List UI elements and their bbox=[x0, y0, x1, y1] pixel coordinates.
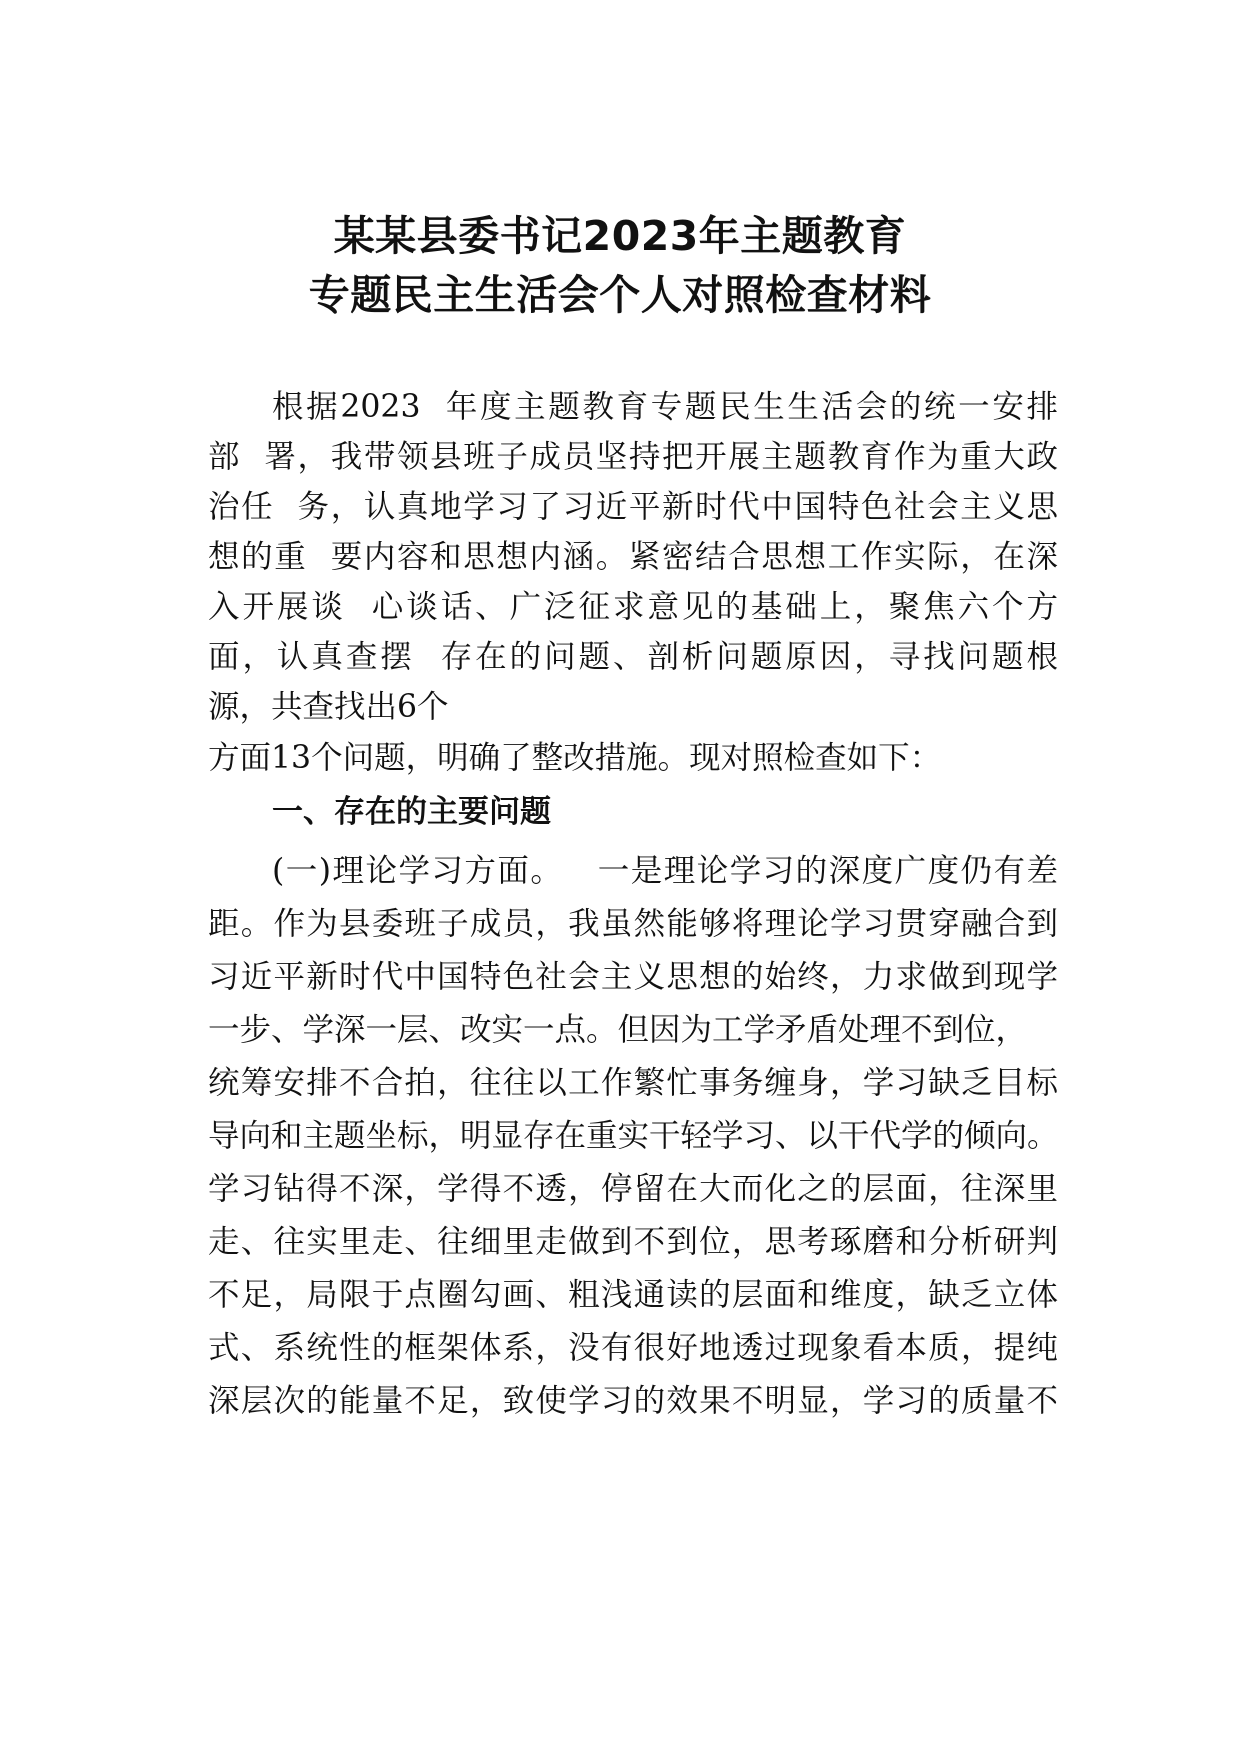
section-line: 式、系统性的框架体系，没有很好地透过现象看本质，提纯 bbox=[208, 1330, 1058, 1366]
intro-line: 治任 务，认真地学习了习近平新时代中国特色社会主义思 bbox=[208, 489, 1058, 525]
section-line: 学习钻得不深，学得不透，停留在大而化之的层面，往深里 bbox=[208, 1171, 1058, 1207]
section-line: 一步、学深一层、改实一点。但因为工学矛盾处理不到位， bbox=[208, 1012, 1028, 1048]
document-title-line-2: 专题民主生活会个人对照检查材料 bbox=[308, 271, 932, 319]
intro-line: 面，认真查摆 存在的问题、剖析问题原因，寻找问题根 bbox=[208, 639, 1058, 675]
intro-line: 部 署，我带领县班子成员坚持把开展主题教育作为重大政 bbox=[208, 439, 1058, 475]
section-line: 走、往实里走、往细里走做到不到位，思考琢磨和分析研判 bbox=[208, 1224, 1058, 1260]
section-line: 不足，局限于点圈勾画、粗浅通读的层面和维度，缺乏立体 bbox=[208, 1277, 1058, 1313]
document-title-line-1: 某某县委书记2023年主题教育 bbox=[333, 212, 907, 260]
intro-line: 根据2023 年度主题教育专题民生生活会的统一安排 bbox=[272, 389, 1058, 425]
section-line: (一)理论学习方面。 一是理论学习的深度广度仍有差 bbox=[272, 853, 1058, 889]
intro-line: 源，共查找出6个 bbox=[208, 689, 449, 725]
section-line: 习近平新时代中国特色社会主义思想的始终，力求做到现学 bbox=[208, 959, 1058, 995]
intro-line: 想的重 要内容和思想内涵。紧密结合思想工作实际，在深 bbox=[208, 539, 1058, 575]
section-line: 统筹安排不合拍，往往以工作繁忙事务缠身，学习缺乏目标 bbox=[208, 1065, 1058, 1101]
intro-line: 入开展谈 心谈话、广泛征求意见的基础上，聚焦六个方 bbox=[208, 589, 1058, 625]
section-line: 深层次的能量不足，致使学习的效果不明显，学习的质量不 bbox=[208, 1383, 1058, 1419]
section-heading: 一、存在的主要问题 bbox=[272, 794, 551, 830]
intro-line: 方面13个问题，明确了整改措施。现对照检查如下： bbox=[208, 740, 942, 776]
section-line: 距。作为县委班子成员，我虽然能够将理论学习贯穿融合到 bbox=[208, 906, 1058, 942]
section-line: 导向和主题坐标，明显存在重实干轻学习、以干代学的倾向。 bbox=[208, 1118, 1059, 1154]
